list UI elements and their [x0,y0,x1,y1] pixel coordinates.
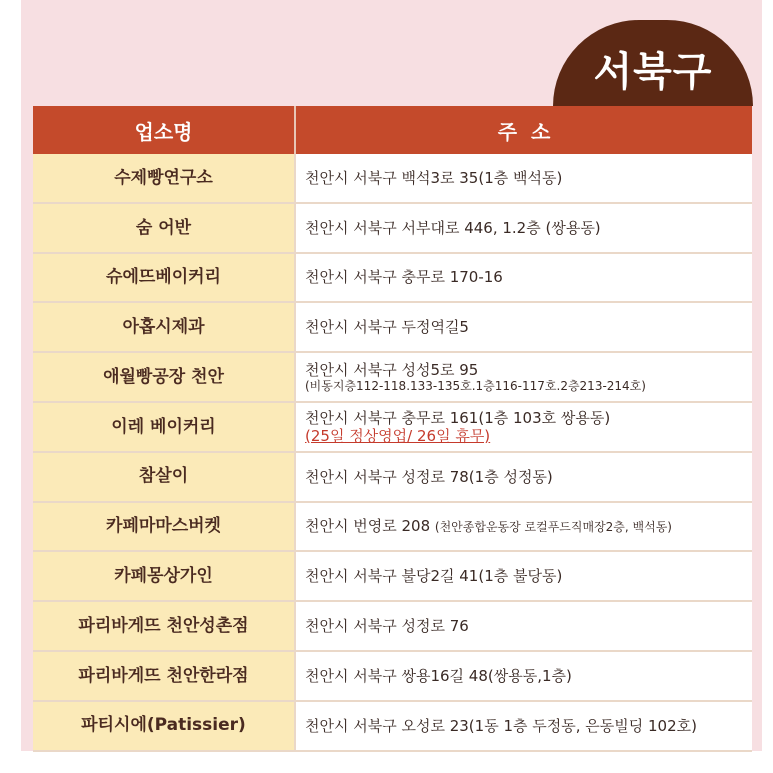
shop-address-line1: 천안시 서북구 성성5로 95 [305,360,479,379]
shop-name: 파리바게뜨 천안한라점 [33,651,295,701]
table-row [33,701,752,751]
table-row [33,402,752,452]
shop-name: 아홉시제과 [33,302,295,352]
shop-address: 천안시 서북구 성정로 76 [295,601,752,651]
shop-name: 파리바게뜨 천안성촌점 [33,601,295,651]
shop-name: 이레 베이커리 [33,402,295,452]
shop-address: 천안시 서북구 두정역길5 [295,302,752,352]
shop-address: 천안시 서북구 성정로 78(1층 성정동) [295,452,752,502]
shop-address [295,502,752,552]
shop-name: 참살이 [33,452,295,502]
header-address: 주 소 [295,106,752,154]
shop-address [295,352,752,402]
shop-address: 천안시 서북구 오성로 23(1동 1층 두정동, 은동빌딩 102호) [295,701,752,751]
shop-address: 천안시 서북구 백석3로 35(1층 백석동) [295,154,752,203]
shop-address-line2: (비동지층112-118.133-135호.1층116-117호.2층213-214호) [305,378,646,393]
table-row [33,651,752,701]
table-row [33,154,752,203]
shop-address: 천안시 서북구 쌍용16길 48(쌍용동,1층) [295,651,752,701]
table-row [33,352,752,402]
table-row [33,551,752,601]
table-row [33,203,752,253]
shop-name: 파티시에(Patissier) [33,701,295,751]
shop-address-line1: 천안시 서북구 충무로 161(1층 103호 쌍용동) [305,408,611,427]
header-name: 업소명 [33,106,295,154]
shop-address-main: 천안시 번영로 208 [305,517,431,536]
table-row [33,502,752,552]
shop-name: 숨 어반 [33,203,295,253]
district-title: 서북구 [593,49,713,95]
holiday-note: (25일 정상영업/ 26일 휴무) [305,426,491,445]
table-row [33,302,752,352]
shop-address: 천안시 서북구 서부대로 446, 1.2층 (쌍용동) [295,203,752,253]
shop-address: 천안시 서북구 충무로 170-16 [295,253,752,303]
shop-address-detail: (천안종합운동장 로컬푸드직매장2층, 백석동) [434,520,672,535]
table-row [33,253,752,303]
table-row [33,452,752,502]
table-row [33,601,752,651]
bakery-table [33,106,752,752]
shop-address [295,402,752,452]
shop-name: 카페마마스버켓 [33,502,295,552]
shop-address: 천안시 서북구 불당2길 41(1층 불당동) [295,551,752,601]
table-header-row [33,106,752,154]
shop-name: 애월빵공장 천안 [33,352,295,402]
shop-name: 수제빵연구소 [33,154,295,203]
shop-name: 슈에뜨베이커리 [33,253,295,303]
shop-name: 카페몽상가인 [33,551,295,601]
